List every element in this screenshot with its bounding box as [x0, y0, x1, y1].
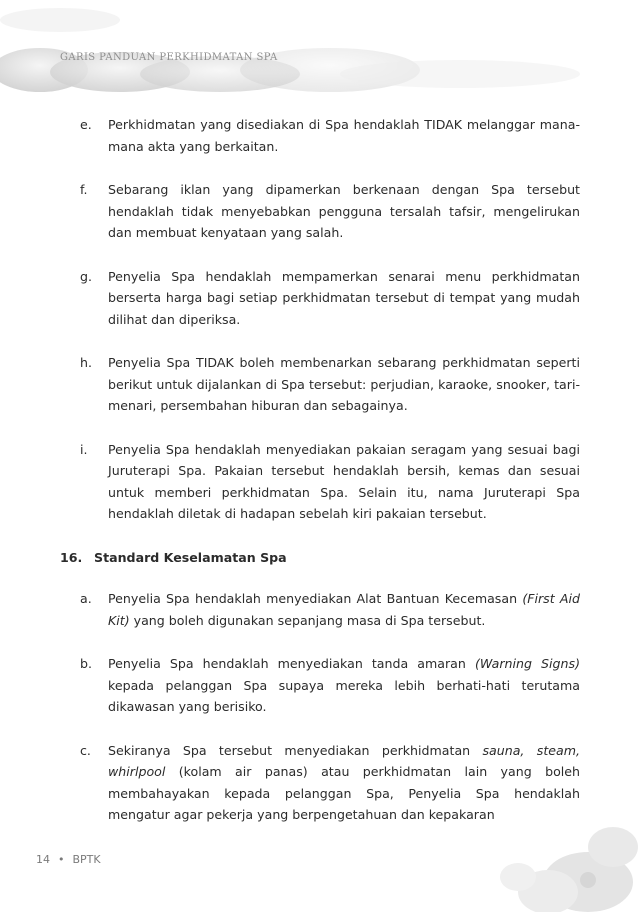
- header-title: GARIS PANDUAN PERKHIDMATAN SPA: [60, 52, 278, 63]
- list-item: [60, 588, 580, 631]
- footer-separator: •: [58, 853, 65, 866]
- page-footer: [36, 853, 101, 866]
- list-item: [60, 352, 580, 417]
- item-text: Penyelia Spa hendaklah menyediakan tanda amaran: [108, 656, 475, 671]
- list-item: [60, 439, 580, 525]
- item-text: Perkhidmatan yang disediakan di Spa hendaklah TIDAK melanggar mana-mana akta yang berkaitan.: [108, 117, 580, 154]
- section-number: 16.: [60, 549, 83, 565]
- list-marker: g.: [80, 268, 92, 284]
- list-marker: b.: [80, 656, 92, 671]
- list-guidelines: [60, 114, 580, 525]
- list-marker: i.: [80, 441, 88, 457]
- item-text: Penyelia Spa hendaklah menyediakan pakaian seragam yang sesuai bagi Juruterapi Spa. Pakaian tersebut hendaklah bersih, kemas dan sesuai untuk memberi perkhidmatan Spa. Selain itu, nama Juruterapi Spa hendaklah diletak di hadapan sebelah kiri pakaian tersebut.: [108, 441, 580, 521]
- item-text: Penyelia Spa TIDAK boleh membenarkan sebarang perkhidmatan seperti berikut untuk dijalankan di Spa tersebut: perjudian, karaoke, snooker, tari-menari, persembahan hiburan dan sebagainya.: [108, 355, 580, 413]
- list-marker: h.: [80, 355, 92, 370]
- page-number: 14: [36, 853, 50, 866]
- section-heading: [60, 547, 580, 569]
- list-item: [60, 653, 580, 718]
- list-safety-standards: [60, 588, 580, 826]
- item-text: Sebarang iklan yang dipamerkan berkenaan dengan Spa tersebut hendaklah tidak menyebabkan pengguna tersalah tafsir, mengelirukan dan membuat kenyataan yang salah.: [108, 182, 580, 240]
- list-marker: e.: [80, 117, 92, 132]
- list-item: [60, 179, 580, 244]
- list-item: [60, 266, 580, 331]
- italic-term: (First Aid Kit): [108, 591, 580, 628]
- section-title: Standard Keselamatan Spa: [94, 549, 287, 565]
- italic-term: sauna, steam, whirlpool: [108, 742, 580, 779]
- list-marker: c.: [80, 742, 91, 758]
- list-marker: f.: [80, 182, 88, 197]
- list-marker: a.: [80, 591, 92, 606]
- item-text: kepada pelanggan Spa supaya mereka lebih berhati-hati terutama dikawasan yang berisiko.: [108, 677, 580, 714]
- item-text: Penyelia Spa hendaklah mempamerkan senarai menu perkhidmatan berserta harga bagi setiap perkhidmatan tersebut di tempat yang mudah dilihat dan diperiksa.: [108, 268, 580, 327]
- page-content: [60, 114, 580, 848]
- footer-org: BPTK: [72, 853, 101, 866]
- list-item: [60, 114, 580, 157]
- orchid-flower-decoration: [438, 792, 638, 912]
- item-text: Sekiranya Spa tersebut menyediakan perkhidmatan: [108, 742, 483, 758]
- italic-term: (Warning Signs): [474, 656, 580, 671]
- item-text: Penyelia Spa hendaklah menyediakan Alat Bantuan Kecemasan: [108, 591, 523, 606]
- item-text: (kolam air panas) atau perkhidmatan lain yang boleh membahayakan kepada pelanggan Spa, Penyelia Spa hendaklah mengatur agar pekerja yang berpengetahuan dan kepakaran: [108, 764, 580, 822]
- item-text: yang boleh digunakan sepanjang masa di Spa tersebut.: [129, 612, 486, 628]
